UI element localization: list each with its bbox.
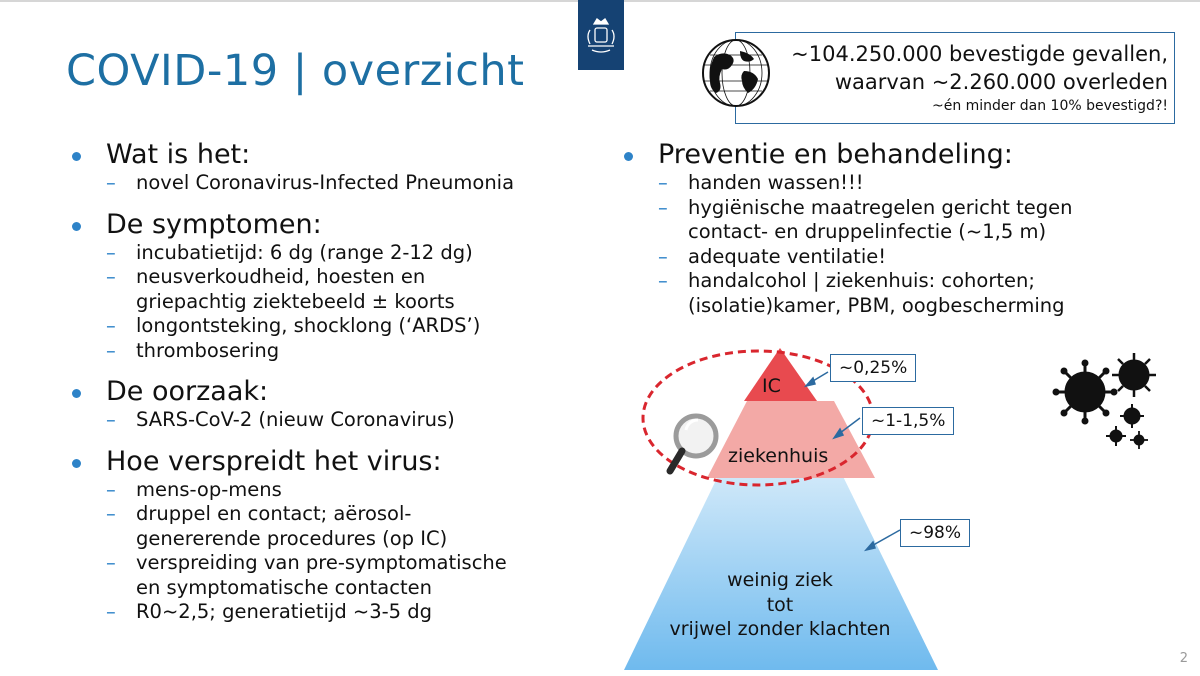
globe-icon <box>700 37 772 113</box>
stats-deaths: waarvan ~2.260.000 overleden <box>834 70 1168 94</box>
bullet-heading-verspreiding <box>72 445 514 478</box>
sub-item: – novel Coronavirus-Infected Pneumonia <box>106 171 515 194</box>
sub-item-continued <box>624 220 1073 245</box>
sub-item: – incubatietijd: 6 dg (range 2-12 dg) <box>72 241 514 266</box>
sub-item: – handen wassen!!! <box>624 171 1073 196</box>
heading-text: Preventie en behandeling: <box>658 139 1013 170</box>
pyramid-label-ic: IC <box>762 375 781 397</box>
pyramid-label-base-3: vrijwel zonder klachten <box>669 618 891 640</box>
page-number: 2 <box>1179 651 1188 666</box>
bullet-dot <box>72 152 81 161</box>
coat-of-arms-logo <box>578 0 624 70</box>
bullet-dot <box>72 389 81 398</box>
bullet-dot <box>72 222 81 231</box>
bullet-heading-symptomen <box>72 208 514 241</box>
sub-item-text: genererende procedures (op IC) <box>136 526 448 550</box>
heading-text: Wat is het: <box>106 139 251 170</box>
sub-item: – adequate ventilatie! <box>624 245 1073 270</box>
sub-item-text: verspreiding van pre-symptomatische <box>136 551 507 574</box>
sub-item: – handalcohol | ziekenhuis: cohorten; <box>624 269 1073 294</box>
pct-box-ic: ~0,25% <box>830 354 916 382</box>
pct-box-hospital: ~1-1,5% <box>862 407 954 435</box>
sub-item-text: druppel en contact; aërosol- <box>136 502 412 525</box>
sub-item: – SARS-CoV-2 (nieuw Coronavirus) <box>72 408 514 433</box>
sub-item-text: (isolatie)kamer, PBM, oogbescherming <box>688 293 1065 317</box>
sub-item: – druppel en contact; aërosol- <box>72 502 514 527</box>
sub-item: – thrombosering <box>72 339 514 364</box>
bullet-dot <box>624 152 633 161</box>
sub-item-text: handen wassen!!! <box>688 171 864 194</box>
sub-item: – R0~2,5; generatietijd ~3-5 dg <box>72 600 514 625</box>
left-bullet-column <box>72 138 514 625</box>
heading-text: De symptomen: <box>106 208 322 240</box>
sub-item-text: griepachtig ziektebeeld ± koorts <box>136 289 455 313</box>
stats-note: ~én minder dan 10% bevestigd?! <box>931 98 1168 114</box>
sub-item: – longontsteking, shocklong (‘ARDS’) <box>72 314 514 339</box>
sub-item-text: contact- en druppelinfectie (~1,5 m) <box>688 220 1047 243</box>
sub-item-text: incubatietijd: 6 dg (range 2-12 dg) <box>136 240 473 264</box>
pyramid-label-hospital: ziekenhuis <box>728 445 829 467</box>
pyramid-label-base-1: weinig ziek <box>727 569 833 591</box>
pct-box-base: ~98% <box>900 519 970 547</box>
slide-title: COVID-19 | overzicht <box>66 46 525 96</box>
sub-item: – verspreiding van pre-symptomatische <box>72 551 514 576</box>
sub-item-text: mens-op-mens <box>136 477 282 501</box>
sub-item-text: handalcohol | ziekenhuis: cohorten; <box>688 269 1035 292</box>
bullet-heading-oorzaak <box>72 375 514 408</box>
sub-item-text: novel Coronavirus-Infected Pneumonia <box>136 171 515 194</box>
sub-item-text: SARS-CoV-2 (nieuw Coronavirus) <box>136 408 455 431</box>
virus-icon <box>1053 353 1156 449</box>
sub-item: – hygiënische maatregelen gericht tegen <box>658 195 1073 219</box>
magnifier-icon <box>670 416 716 471</box>
bullet-heading-wat <box>72 138 514 171</box>
sub-item-text: R0~2,5; generatietijd ~3-5 dg <box>136 600 433 623</box>
sub-item: – neusverkoudheid, hoesten en <box>72 265 514 290</box>
sub-item-text: longontsteking, shocklong (‘ARDS’) <box>136 314 481 337</box>
sub-item-text: adequate ventilatie! <box>688 244 887 268</box>
stats-confirmed-cases: ~104.250.000 bevestigde gevallen, <box>791 42 1168 66</box>
heading-text: Hoe verspreidt het virus: <box>106 445 442 477</box>
heading-text: De oorzaak: <box>106 376 269 407</box>
sub-item-continued <box>72 290 514 315</box>
sub-item-continued <box>72 527 514 552</box>
bullet-dot <box>72 459 81 468</box>
pyramid-label-base-2: tot <box>766 594 794 616</box>
sub-item-text: neusverkoudheid, hoesten en <box>136 265 426 288</box>
sub-item: – mens-op-mens <box>72 478 514 503</box>
bullet-heading-preventie <box>624 138 1073 171</box>
sub-item-text: thrombosering <box>136 338 280 362</box>
sub-item-continued <box>624 294 1073 319</box>
sub-item-continued <box>72 576 514 601</box>
sub-item-text: hygiënische maatregelen gericht tegen <box>688 195 1073 219</box>
right-bullet-column <box>624 138 1073 318</box>
sub-item-text: en symptomatische contacten <box>136 575 432 599</box>
